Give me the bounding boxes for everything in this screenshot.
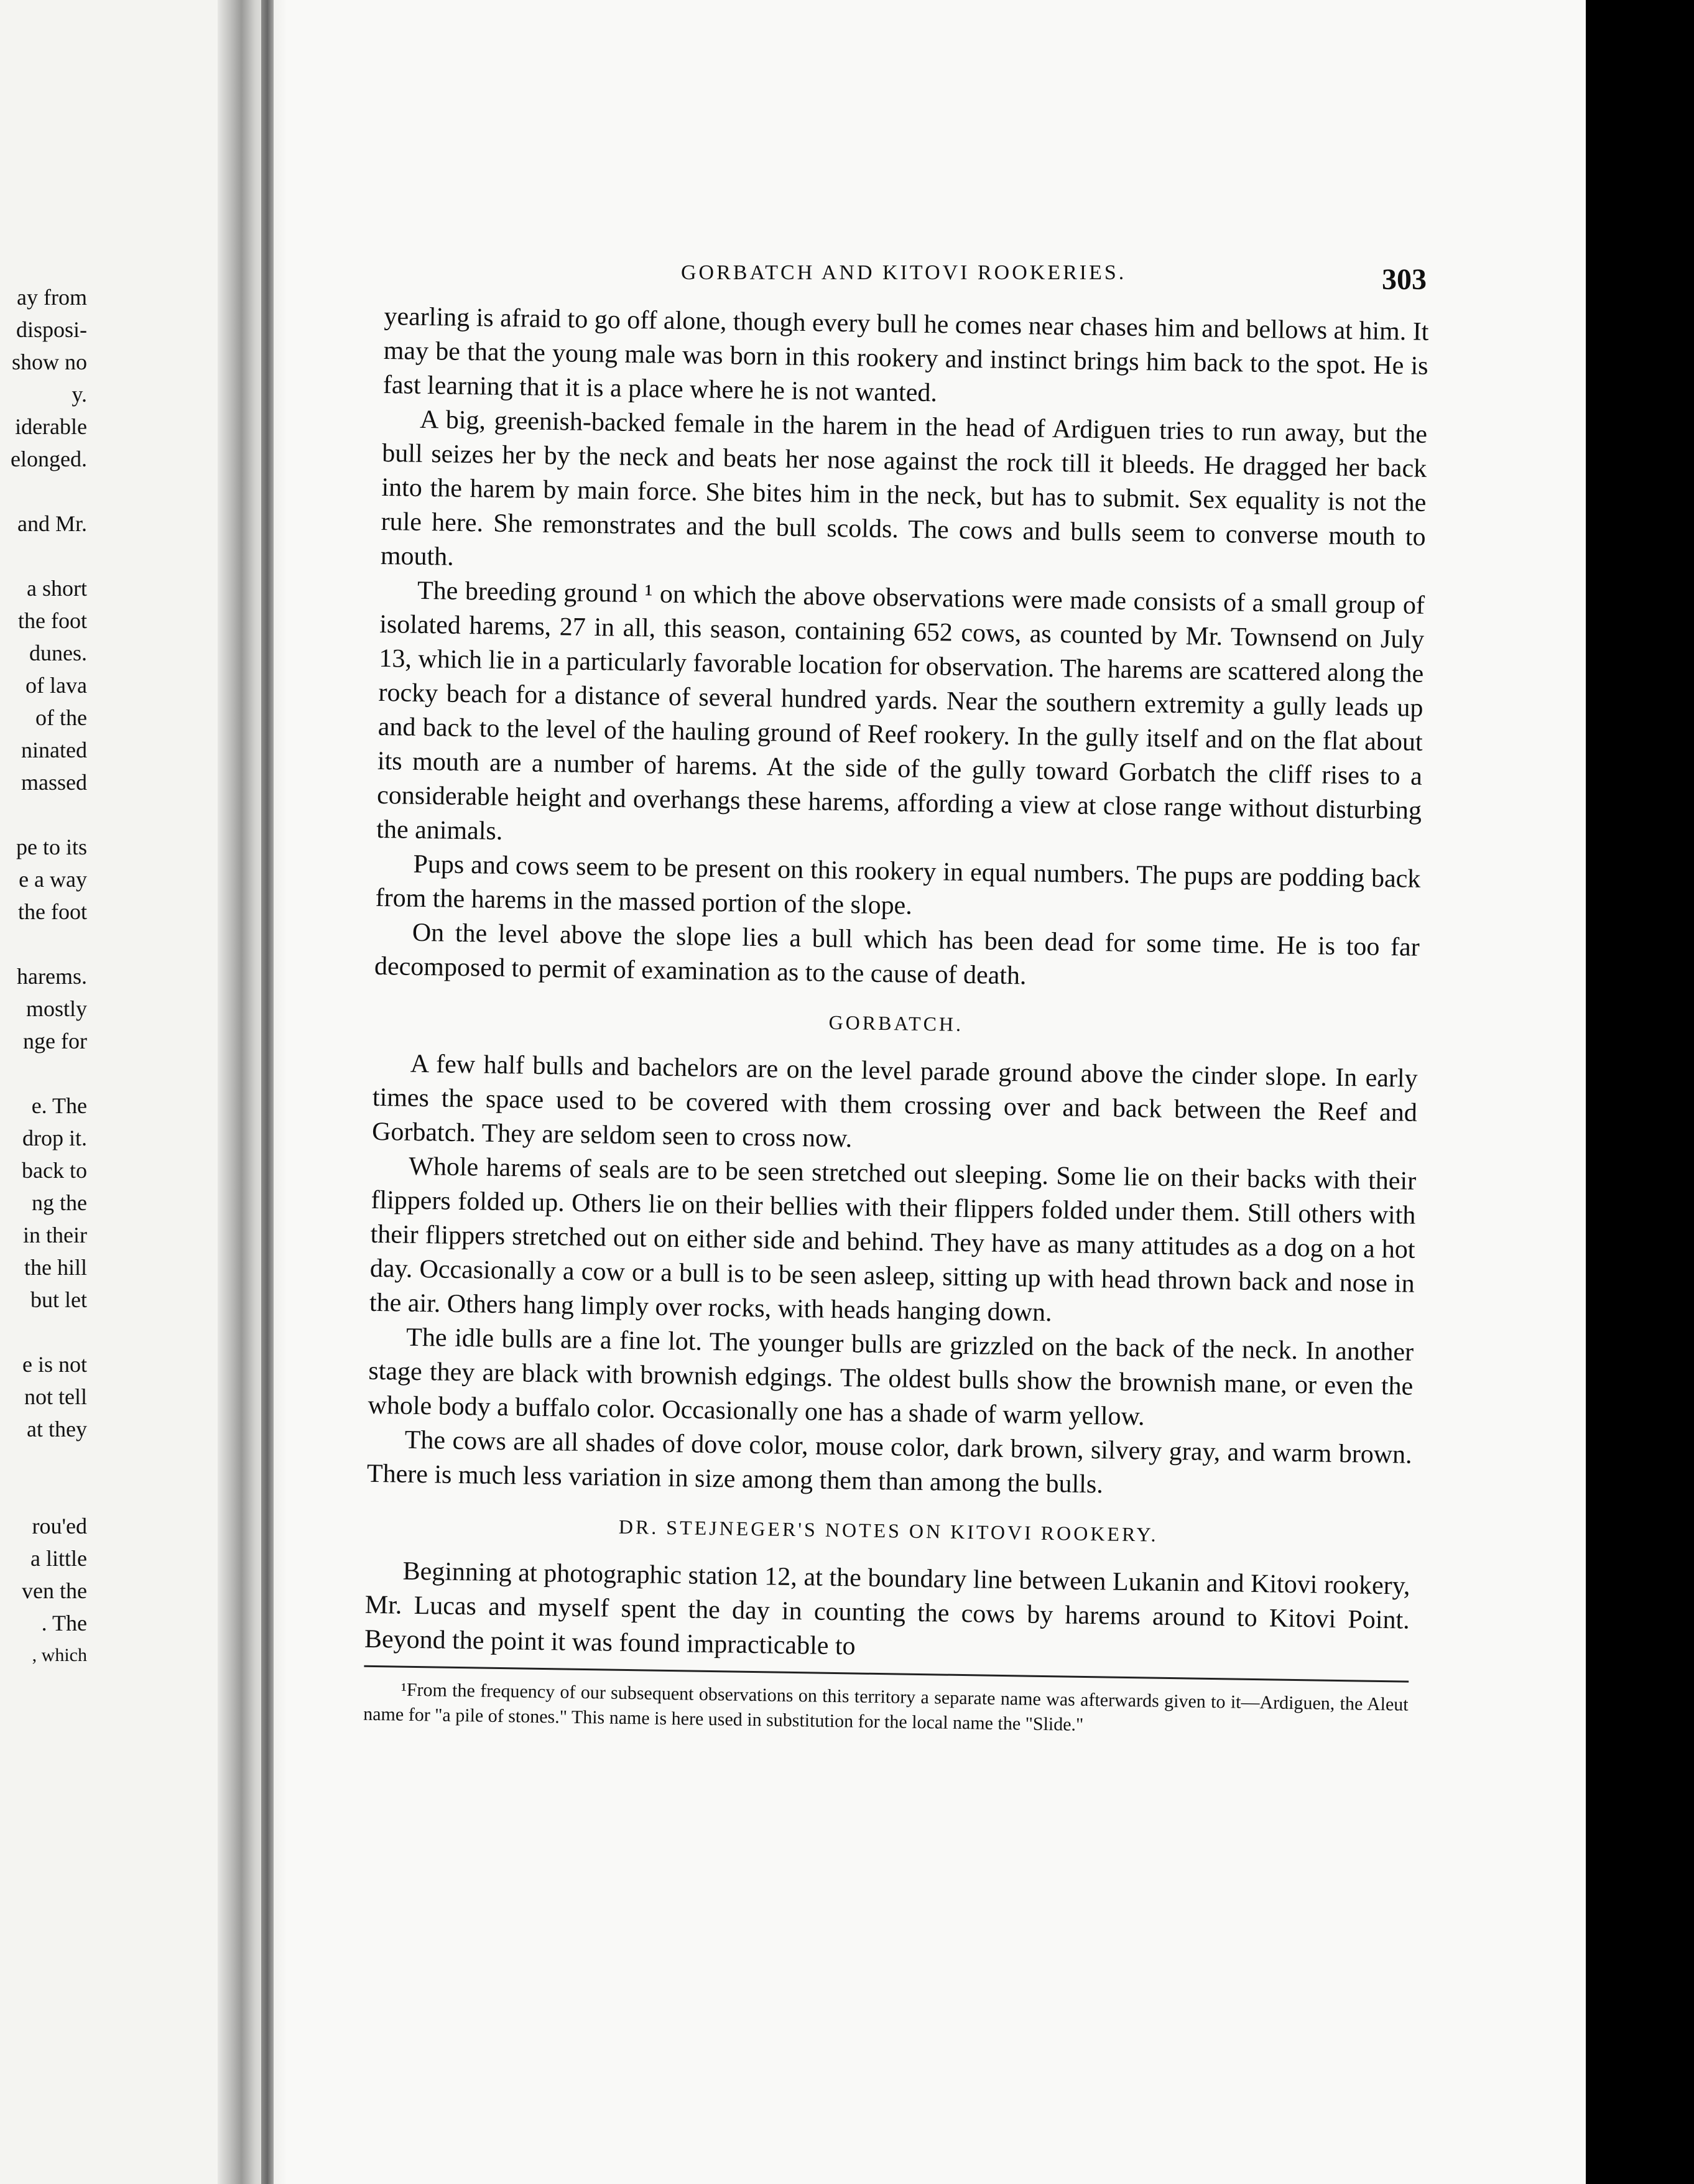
facing-line: massed (21, 770, 87, 795)
facing-gap (0, 1316, 87, 1348)
facing-line: a short (27, 576, 87, 601)
facing-line: back to (22, 1158, 87, 1183)
facing-gap (0, 928, 87, 960)
facing-line: of lava (25, 673, 87, 698)
paragraph: A big, greenish-backed female in the harem in the head of Ardiguen tries to run away, but the bull seizes her by the neck and beats her nose against the rock till it bleeds. He dragged her back into the harem by main force. She bites him in the neck, but has to submit. Sex equality is not the rule here. She remonstrates and the bull scolds. The cows and bulls seem to converse mouth to mouth. (380, 405, 1428, 571)
facing-line: but let (30, 1287, 87, 1312)
facing-line: at they (27, 1417, 87, 1441)
facing-line: e. The (31, 1093, 87, 1118)
facing-page-text-column (0, 281, 87, 1672)
facing-line: in their (23, 1223, 87, 1247)
facing-line: nge for (23, 1029, 87, 1053)
facing-gap (0, 475, 87, 507)
paragraph: The breeding ground ¹ on which the above observations were made consists of a small group of isolated harems, 27 in all, this season, containing 652 cows, as counted by Mr. Townsend on July 13, which lie in a particularly favorable location for observation. The harems are scattered along the rocky beach for a distance of several hundred yards. Near the southern extremity a gully leads up and back to the level of the hauling ground of Reef rookery. In the gully itself and on the flat about its mouth are a number of harems. At the side of the gully toward Gorbatch the cliff rises to a considerable height and overhangs these harems, affording a view at close range without disturbing the animals. (376, 576, 1425, 846)
running-head: GORBATCH AND KITOVI ROOKERIES. (681, 261, 1127, 284)
facing-line: harems. (17, 964, 87, 989)
facing-line: rou'ed (32, 1514, 87, 1539)
facing-line: a little (30, 1546, 87, 1571)
facing-line: the foot (18, 899, 87, 924)
paragraph: The cows are all shades of dove color, mouse color, dark brown, silvery gray, and warm brown. There is much less variation in size among them than among the bulls. (366, 1425, 1412, 1499)
facing-line: ay from (17, 285, 87, 310)
facing-line: iderable (15, 414, 87, 439)
facing-line: pe to its (16, 835, 87, 859)
paragraph: Whole harems of seals are to be seen stretched out sleeping. Some lie on their backs with their flippers folded up. Others lie on their bellies with their flippers folded under them. Still others with their flippers stretched out on either side and behind. They have as many attitudes as a dog on a hot day. Occasionally a cow or a bull is to be seen asleep, sitting up with head thrown back and nose in the air. Others hang limply over rocks, with heads hanging down. (369, 1152, 1417, 1328)
facing-footnote-fragment: , which (32, 1645, 87, 1665)
facing-line: dunes. (29, 641, 87, 665)
body-text (363, 300, 1429, 1742)
scan-margin-right (1586, 0, 1694, 2184)
facing-gap (0, 798, 87, 831)
section-heading-gorbatch: GORBATCH. (828, 1011, 964, 1035)
facing-line: e is not (22, 1352, 87, 1377)
facing-line: e a way (19, 867, 87, 892)
gutter-shadow (261, 0, 274, 2184)
footnote: ¹From the frequency of our subsequent observations on this territory a separate name was afterwards given to it—Ardiguen, the Aleut name for "a pile of stones." This name is here used in substitution for the local name the "Slide." (363, 1679, 1409, 1735)
facing-line: drop it. (22, 1126, 87, 1150)
section-heading-stejneger: DR. STEJNEGER'S NOTES ON KITOVI ROOKERY. (618, 1515, 1159, 1546)
facing-line: the hill (24, 1255, 87, 1280)
facing-line: elonged. (11, 447, 87, 471)
paragraph: Beginning at photographic station 12, at the boundary line between Lukanin and Kitovi rookery, Mr. Lucas and myself spent the day in counting the cows by harems around to Kitovi Point. Beyond the point it was found impracticable to (364, 1557, 1410, 1661)
facing-line: ng the (32, 1190, 87, 1215)
facing-gap (0, 1478, 87, 1510)
paragraph: The idle bulls are a fine lot. The younger bulls are grizzled on the back of the neck. In another stage they are black with brownish edgings. The oldest bulls show the brownish mane, or even the whole body a buffalo color. Occasionally one has a shade of warm yellow. (368, 1323, 1414, 1432)
facing-line: ninated (21, 738, 87, 762)
facing-line: the foot (18, 608, 87, 633)
paragraph: On the level above the slope lies a bull which has been dead for some time. He is too far decomposed to permit of examination as to the cause of death. (374, 918, 1420, 991)
facing-line: of the (35, 705, 87, 730)
facing-line: ven the (22, 1578, 87, 1603)
facing-line: show no (11, 349, 87, 374)
facing-line: y. (72, 382, 87, 407)
facing-line: and Mr. (17, 511, 87, 536)
facing-gap (0, 1057, 87, 1090)
paragraph: yearling is afraid to go off alone, though every bull he comes near chases him and bellows at him. It may be that the young male was born in this rookery and instinct brings him back to the spot. He is fast learning that it is a place where he is not wanted. (382, 302, 1429, 408)
facing-gap (0, 540, 87, 572)
facing-line: disposi- (16, 317, 87, 342)
facing-line: . The (41, 1611, 87, 1636)
facing-line: mostly (25, 996, 87, 1021)
paragraph: Pups and cows seem to be present on this rookery in equal numbers. The pups are podding back from the harems in the massed portion of the slope. (375, 849, 1421, 920)
facing-line: not tell (24, 1384, 87, 1409)
facing-page-left (0, 0, 218, 2184)
paragraph: A few half bulls and bachelors are on the level parade ground above the cinder slope. In early times the space used to be covered with them crossing over and back between the Reef and Gorbatch. They are seldom seen to cross now. (371, 1049, 1418, 1154)
book-gutter (218, 0, 286, 2184)
facing-gap (0, 1445, 87, 1478)
page-number: 303 (1382, 263, 1427, 296)
